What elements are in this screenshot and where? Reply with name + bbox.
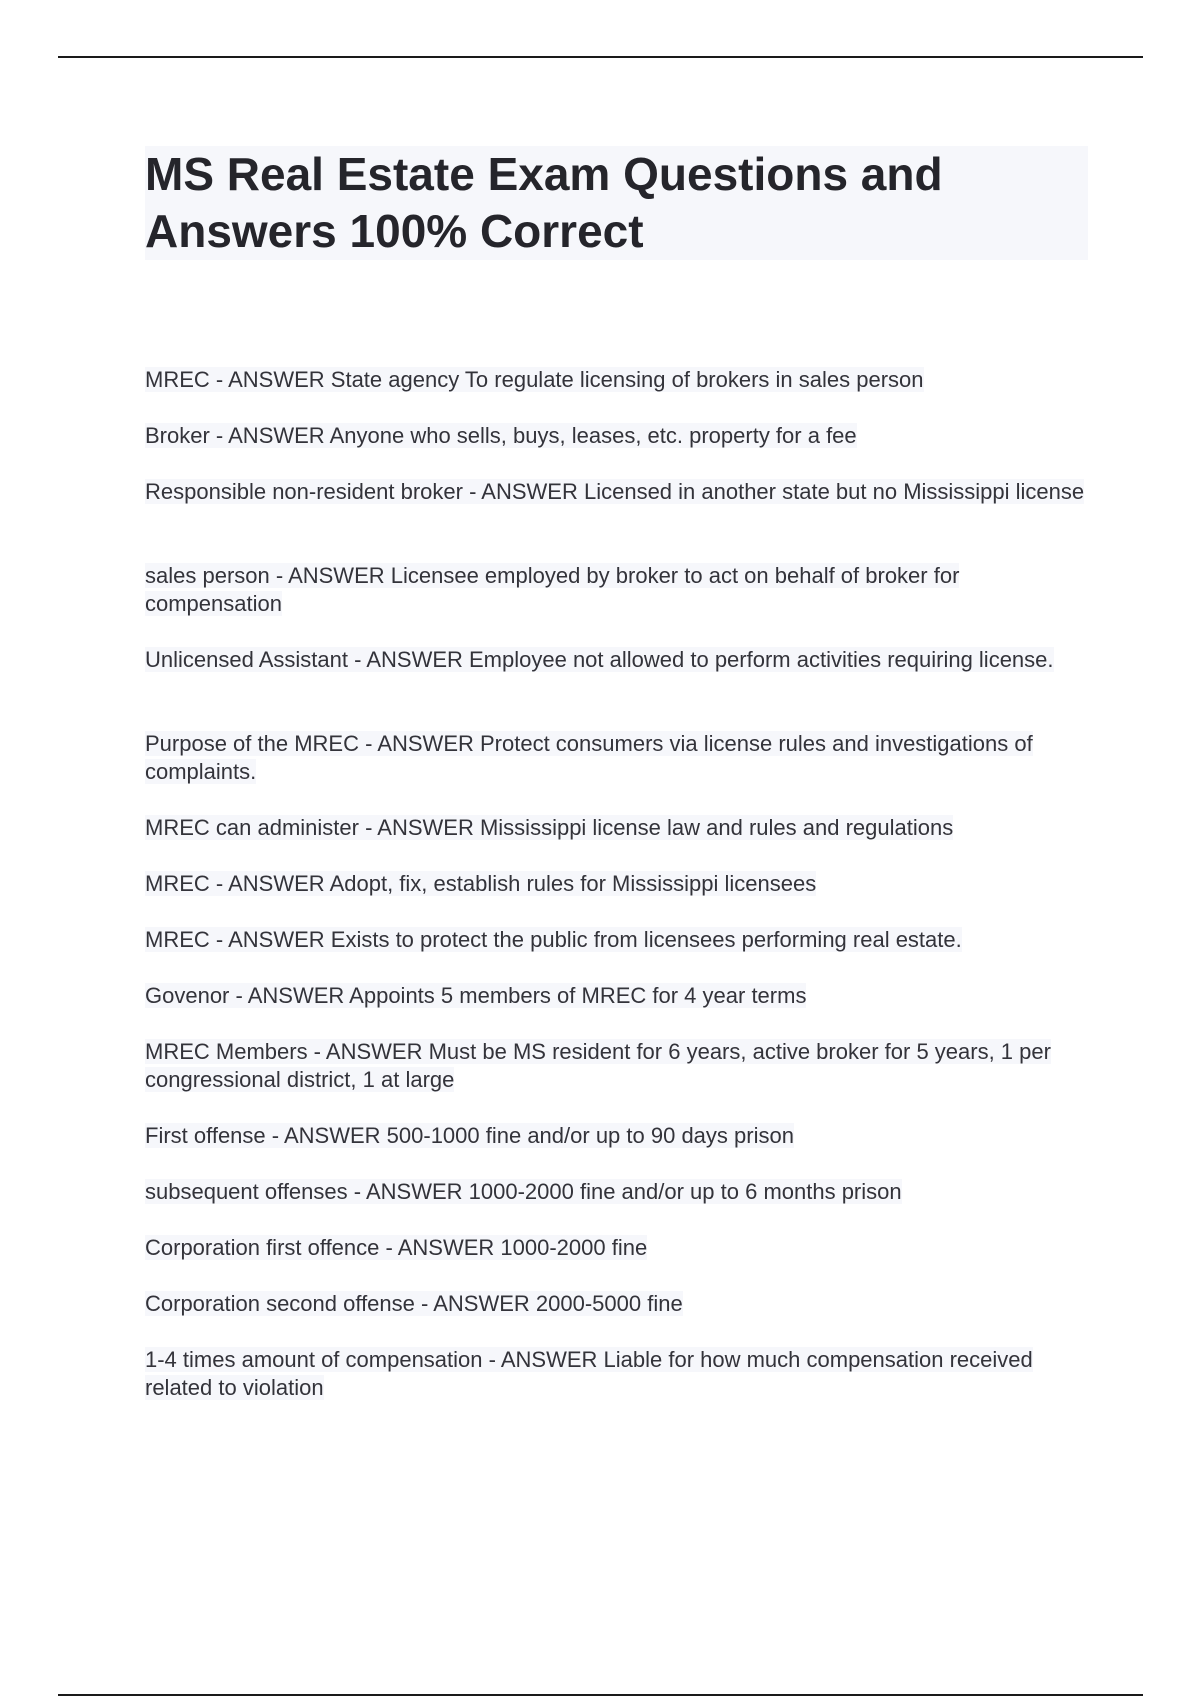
qa-item-text: Purpose of the MREC - ANSWER Protect consumers via license rules and investigations of complaints.	[145, 731, 1033, 784]
qa-item-text: MREC - ANSWER State agency To regulate licensing of brokers in sales person	[145, 367, 924, 392]
qa-item-text: MREC can administer - ANSWER Mississippi license law and rules and regulations	[145, 815, 954, 840]
qa-item-text: MREC Members - ANSWER Must be MS resident for 6 years, active broker for 5 years, 1 per congressional district, 1 at large	[145, 1039, 1051, 1092]
qa-item	[145, 478, 1090, 534]
title-block	[145, 146, 1088, 260]
qa-item-text: Unlicensed Assistant - ANSWER Employee not allowed to perform activities requiring license.	[145, 647, 1054, 672]
qa-item-text: sales person - ANSWER Licensee employed by broker to act on behalf of broker for compensation	[145, 563, 960, 616]
qa-item-text: Corporation second offense - ANSWER 2000-5000 fine	[145, 1291, 683, 1316]
qa-item-text: Govenor - ANSWER Appoints 5 members of MREC for 4 year terms	[145, 983, 807, 1008]
qa-item-text: MREC - ANSWER Exists to protect the public from licensees performing real estate.	[145, 927, 962, 952]
qa-list	[145, 366, 1090, 1430]
qa-item-text: MREC - ANSWER Adopt, fix, establish rules for Mississippi licensees	[145, 871, 817, 896]
qa-item-text: 1-4 times amount of compensation - ANSWER Liable for how much compensation received related to violation	[145, 1347, 1033, 1400]
qa-item-text: First offense - ANSWER 500-1000 fine and/or up to 90 days prison	[145, 1123, 794, 1148]
qa-item	[145, 366, 1090, 394]
qa-item	[145, 814, 1090, 842]
qa-item	[145, 870, 1090, 898]
qa-item	[145, 1290, 1090, 1318]
qa-item	[145, 562, 1090, 618]
qa-item-text: subsequent offenses - ANSWER 1000-2000 fine and/or up to 6 months prison	[145, 1179, 902, 1204]
qa-item	[145, 1346, 1090, 1402]
qa-item-text: Responsible non-resident broker - ANSWER Licensed in another state but no Mississippi license	[145, 479, 1085, 504]
top-rule	[58, 56, 1143, 58]
qa-item	[145, 730, 1090, 786]
qa-item	[145, 1178, 1090, 1206]
qa-item	[145, 982, 1090, 1010]
bottom-rule	[58, 1694, 1143, 1696]
document-title: MS Real Estate Exam Questions and Answers 100% Correct	[145, 148, 943, 257]
qa-item	[145, 422, 1090, 450]
qa-item	[145, 1122, 1090, 1150]
qa-item	[145, 1234, 1090, 1262]
qa-item	[145, 1038, 1090, 1094]
qa-item-text: Broker - ANSWER Anyone who sells, buys, leases, etc. property for a fee	[145, 423, 857, 448]
qa-item-text: Corporation first offence - ANSWER 1000-2000 fine	[145, 1235, 648, 1260]
qa-item	[145, 926, 1090, 954]
qa-item	[145, 646, 1090, 702]
